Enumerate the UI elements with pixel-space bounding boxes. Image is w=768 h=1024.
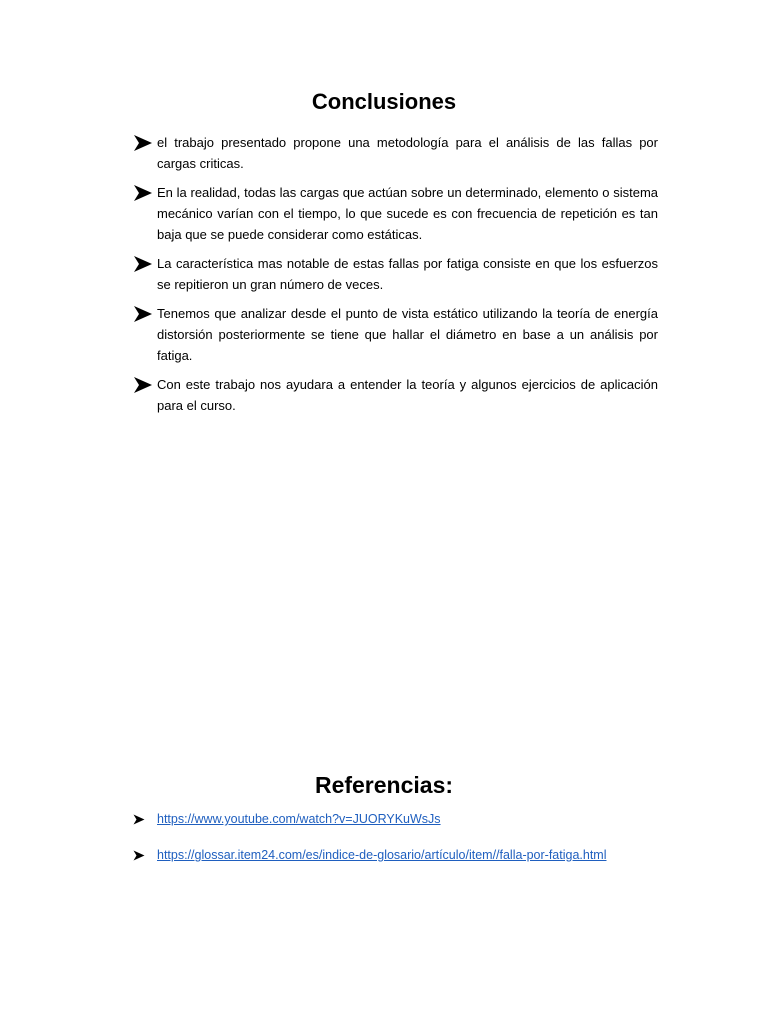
list-item bbox=[131, 303, 658, 366]
list-item-text: La característica mas notable de estas fallas por fatiga consiste en que los esfuerzos se repitieron un gran número de veces. bbox=[157, 256, 658, 292]
list-item bbox=[131, 182, 658, 245]
list-item-text: En la realidad, todas las cargas que actúan sobre un determinado, elemento o sistema mecánico varían con el tiempo, lo que sucede es con frecuencia de repetición es tan baja que se puede considerar como estáticas. bbox=[157, 185, 658, 242]
reference-item bbox=[131, 809, 691, 829]
conclusions-heading: Conclusiones bbox=[311, 89, 457, 114]
arrow-bullet-icon bbox=[133, 134, 153, 152]
list-item-text: Tenemos que analizar desde el punto de vista estático utilizando la teoría de energía distorsión posteriormente se tiene que hallar el diámetro en base a un análisis por fatiga. bbox=[157, 306, 658, 363]
list-item-text: Con este trabajo nos ayudara a entender la teoría y algunos ejercicios de aplicación para el curso. bbox=[157, 377, 658, 413]
arrow-bullet-icon bbox=[133, 305, 153, 323]
arrow-bullet-icon bbox=[133, 376, 153, 394]
arrow-bullet-icon bbox=[133, 814, 145, 825]
arrow-bullet-icon bbox=[133, 850, 145, 861]
list-item bbox=[131, 132, 658, 174]
reference-item bbox=[131, 845, 691, 865]
conclusions-list bbox=[131, 132, 658, 424]
list-item-text: el trabajo presentado propone una metodología para el análisis de las fallas por cargas criticas. bbox=[157, 135, 658, 171]
references-list bbox=[131, 809, 691, 881]
list-item bbox=[131, 374, 658, 416]
reference-link[interactable]: https://glossar.item24.com/es/indice-de-glosario/artículo/item//falla-por-fatiga.html bbox=[157, 848, 607, 862]
arrow-bullet-icon bbox=[133, 184, 153, 202]
reference-link[interactable]: https://www.youtube.com/watch?v=JUORYKuWsJs bbox=[157, 812, 441, 826]
references-heading: Referencias: bbox=[314, 772, 454, 798]
list-item bbox=[131, 253, 658, 295]
arrow-bullet-icon bbox=[133, 255, 153, 273]
